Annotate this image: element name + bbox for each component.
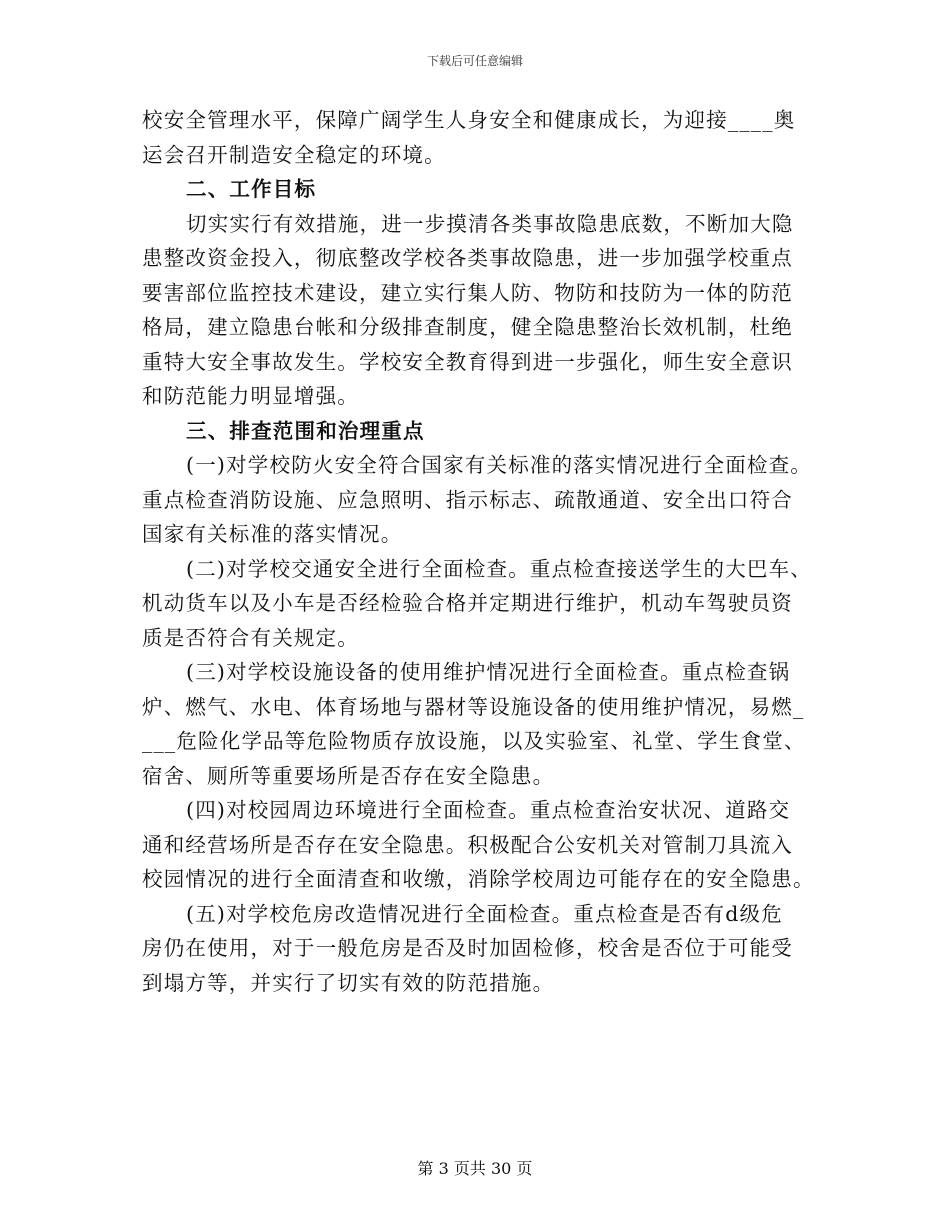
section-heading-scope: 三、排查范围和治理重点 (186, 418, 425, 443)
paragraph-line: (四)对校园周边环境进行全面检查。重点检查治安状况、道路交 (186, 798, 791, 822)
paragraph-line: 患整改资金投入，彻底整改学校各类事故隐患，进一步加强学校重点 (142, 246, 793, 270)
paragraph-line: ___危险化学品等危险物质存放设施，以及实验室、礼堂、学生食堂、 (142, 729, 806, 753)
paragraph-line: 校安全管理水平，保障广阔学生人身安全和健康成长，为迎接____奥 (142, 108, 796, 132)
paragraph-line: (三)对学校设施设备的使用维护情况进行全面检查。重点检查锅 (186, 660, 791, 684)
paragraph-line: 和防范能力明显增强。 (142, 384, 359, 408)
section-heading-goals: 二、工作目标 (186, 177, 317, 201)
paragraph-line: (一)对学校防火安全符合国家有关标准的落实情况进行全面检查。 (186, 453, 812, 477)
paragraph-line: 要害部位监控技术建设，建立实行集人防、物防和技防为一体的防范 (142, 280, 793, 305)
paragraph-line: (五)对学校危房改造情况进行全面检查。重点检查是否有d级危 (186, 901, 783, 926)
paragraph-line: 校园情况的进行全面清查和收缴，消除学校周边可能存在的安全隐患。 (142, 867, 815, 891)
paragraph-line: 格局，建立隐患台帐和分级排查制度，健全隐患整治长效机制，杜绝 (142, 315, 793, 339)
paragraph-line: 通和经营场所是否存在安全隐患。积极配合公安机关对管制刀具流入 (142, 832, 793, 857)
paragraph-line: 国家有关标准的落实情况。 (142, 522, 403, 546)
paragraph-line: 重点检查消防设施、应急照明、指示标志、疏散通道、安全出口符合 (142, 487, 793, 512)
paragraph-line: 切实实行有效措施，进一步摸清各类事故隐患底数，不断加大隐 (186, 211, 794, 236)
paragraph-line: 炉、燃气、水电、体育场地与器材等设施设备的使用维护情况，易燃_ (142, 694, 805, 719)
page-header-note: 下载后可任意编辑 (426, 54, 523, 68)
paragraph-line: 重特大安全事故发生。学校安全教育得到进一步强化，师生安全意识 (142, 349, 793, 374)
document-body (142, 103, 815, 1000)
paragraph-line: 运会召开制造安全稳定的环境。 (142, 142, 446, 167)
page-number: 第 3 页共 30 页 (417, 1159, 533, 1178)
paragraph-line: 房仍在使用，对于一般危房是否及时加固检修，校舍是否位于可能受 (142, 936, 793, 960)
paragraph-line: 宿舍、厕所等重要场所是否存在安全隐患。 (142, 763, 555, 788)
paragraph-line: (二)对学校交通安全进行全面检查。重点检查接送学生的大巴车、 (186, 556, 812, 581)
paragraph-line: 机动货车以及小车是否经检验合格并定期进行维护，机动车驾驶员资 (142, 591, 793, 615)
paragraph-line: 到塌方等，并实行了切实有效的防范措施。 (142, 970, 555, 995)
paragraph-line: 质是否符合有关规定。 (142, 625, 359, 650)
